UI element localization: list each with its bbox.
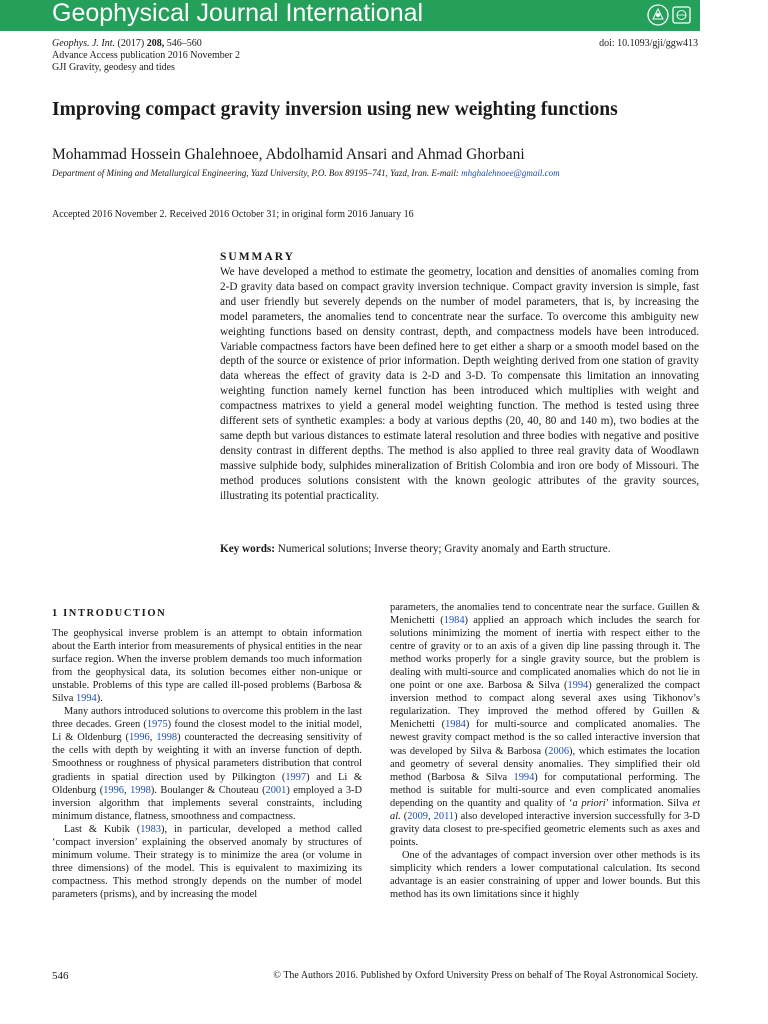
journal-title: Geophysical Journal International (52, 0, 424, 27)
summary-text: We have developed a method to estimate the geometry, location and densities of anomalies coming from 2-D gravity data based on compact gravity inversion technique. Compact gravity inversion is simple, fast and user friendly but severely depends on the number of model parameters, that is, by increasing the model parameters, the anomalies tend to concentrate near the surface. To overcome this ambiguity new weighting functions based on density contrast, depth, and compactness models have been introduced. Variable compactness factors have been defined here to get either a sharp or a smooth model based on the depth of the source or existence of prior information. Depth weighting derived from one station of gravity data whereas the effect of gravity data is 2-D and 3-D. To compensate this limitation an innovating weighting function namely kernel function has been introduced which multiplies with weight and compactness matrixes to yield a general model weighting function. The method is tested using three different sets of synthetic examples: a body at various depths (20, 40, 80 and 140 m), two bodies at the same depth but various distances to estimate lateral resolution and three bodies with negative and positive density contrast in different depths. The method is also applied to three real gravity data of Woodlawn massive sulphide body, sulphides mineralization of British Colombia and iron ore body of Missouri. The method produces solutions consistent with the known geologic attributes of the gravity sources, illustrating its potential practicality. (220, 266, 699, 502)
keywords: Key words: Numerical solutions; Inverse theory; Gravity anomaly and Earth structure. (220, 543, 611, 555)
summary-heading: SUMMARY (220, 251, 295, 263)
citation-link[interactable]: 2011 (433, 810, 455, 822)
body-column-left (52, 601, 362, 901)
citation-link[interactable]: 1996 (103, 784, 124, 796)
citation-block (52, 38, 240, 74)
citation-link[interactable]: 1994 (75, 693, 97, 705)
citation-link[interactable]: 1997 (285, 771, 307, 783)
citation-link[interactable]: 1975 (146, 719, 168, 731)
citation-link[interactable]: 1994 (567, 680, 589, 692)
journal-banner (0, 0, 700, 31)
article-title: Improving compact gravity inversion using new weighting functions (52, 99, 618, 120)
copyright-notice: © The Authors 2016. Published by Oxford University Press on behalf of The Royal Astronomical Society. (273, 970, 698, 981)
body-column-right (390, 601, 700, 901)
citation-link[interactable]: 2009 (407, 810, 428, 822)
society-logos-icon (645, 2, 695, 28)
citation-link[interactable]: 1998 (156, 732, 178, 744)
authors: Mohammad Hossein Ghalehnoee, Abdolhamid Ansari and Ahmad Ghorbani (52, 146, 525, 163)
citation-link[interactable]: 1984 (443, 615, 465, 627)
paragraph: Last & Kubik (1983), in particular, developed a method called ‘compact inversion’ explaining the observed anomaly by structures of minimum volume. Their strategy is to minimize the area (or volume in three dimensions) of the model. This is equivalent to maximizing its compactness. This method strongly depends on the number of model parameters (prisms), and by increasing the model (52, 823, 363, 900)
citation-link[interactable]: 1984 (445, 719, 466, 731)
received-dates: Accepted 2016 November 2. Received 2016 October 31; in original form 2016 January 16 (52, 209, 414, 220)
journal-section: GJI Gravity, geodesy and tides (52, 62, 175, 73)
citation-link[interactable]: 1996 (128, 732, 150, 744)
citation-link[interactable]: 1994 (513, 771, 535, 783)
doi[interactable]: doi: 10.1093/gji/ggw413 (599, 38, 698, 49)
author-email-link[interactable]: mhghalehnoee@gmail.com (461, 168, 560, 178)
affiliation: Department of Mining and Metallurgical Engineering, Yazd University, P.O. Box 89195–741, Yazd, Iran. E-mail: mhghalehnoee@gmail.com (52, 168, 560, 178)
keywords-label: Key words: (220, 543, 275, 555)
paragraph: Many authors introduced solutions to overcome this problem in the last three decades. Green (1975) found the closest model to the initial model, Li & Oldenburg (1996, 1998) counteracted the decreasing sensitivity of the cells with depth by weighting it with an inverse function of depth. Smoothness or roughness of physical parameters distribution that control gradients in spatial direction used by Pilkington (1997) and Li & Oldenburg (1996, 1998). Boulanger & Chouteau (2001) employed a 3-D inversion algorithm that implements several constraints, including minimum distance, flatness, smoothness and compactness. (52, 706, 363, 822)
citation-link[interactable]: 2006 (548, 745, 570, 757)
section-heading-introduction: 1 INTRODUCTION (52, 608, 167, 619)
citation-link[interactable]: 1983 (140, 823, 161, 835)
page-number: 546 (52, 970, 69, 982)
citation-link[interactable]: 2001 (265, 784, 287, 796)
paragraph: parameters, the anomalies tend to concentrate near the surface. Guillen & Menichetti (1984) applied an approach which includes the search for solutions minimizing the moment of inertia with respect either to the centre of gravity or to an axis of a given dip line passing through it. The method works properly for a single gravity source, but the problem is dealing with multi-source and complicated anomalies which do not lie in one point or one axe. Barbosa & Silva (1994) generalized the compact inversion method to compact along several axes using Tikhonov’s regularization. They improved the method offered by Guillen & Menichetti (1984) for multi-source and complicated anomalies. The newest gravity compact method is the so called interactive inversion that was developed by Silva & Barbosa (2006), which estimates the location and geometry of several density anomalies. They simplified their old method (Barbosa & Silva 1994) for computational performing. The method is suitable for multi-source and even complicated anomalies depending on the quantity and quality of ‘a priori’ information. Silva et al. (2009, 2011) also developed interactive inversion successfully for 3-D gravity data closest to pre-specified geometric elements such as axes and points. (390, 602, 701, 848)
citation-link[interactable]: 1998 (130, 784, 151, 796)
paragraph: One of the advantages of compact inversion over other methods is its simplicity which renders a lower computational calculation. Its second advantage is an easier constraining of upper and lower bounds. But this method has its own limitations since it highly (390, 849, 700, 901)
advance-access: Advance Access publication 2016 November 2 (52, 50, 241, 61)
paragraph: The geophysical inverse problem is an attempt to obtain information about the Earth interior from measurements of physical entities in the near surface region. When the inverse problem demands too much information from the geophysical data, its solution becomes either non-unique or unstable. Problems of this type are called ill-posed problems (Barbosa & Silva 1994). (52, 628, 362, 705)
citation-line: Geophys. J. Int. (2017) 208, 546–560 (52, 38, 202, 49)
